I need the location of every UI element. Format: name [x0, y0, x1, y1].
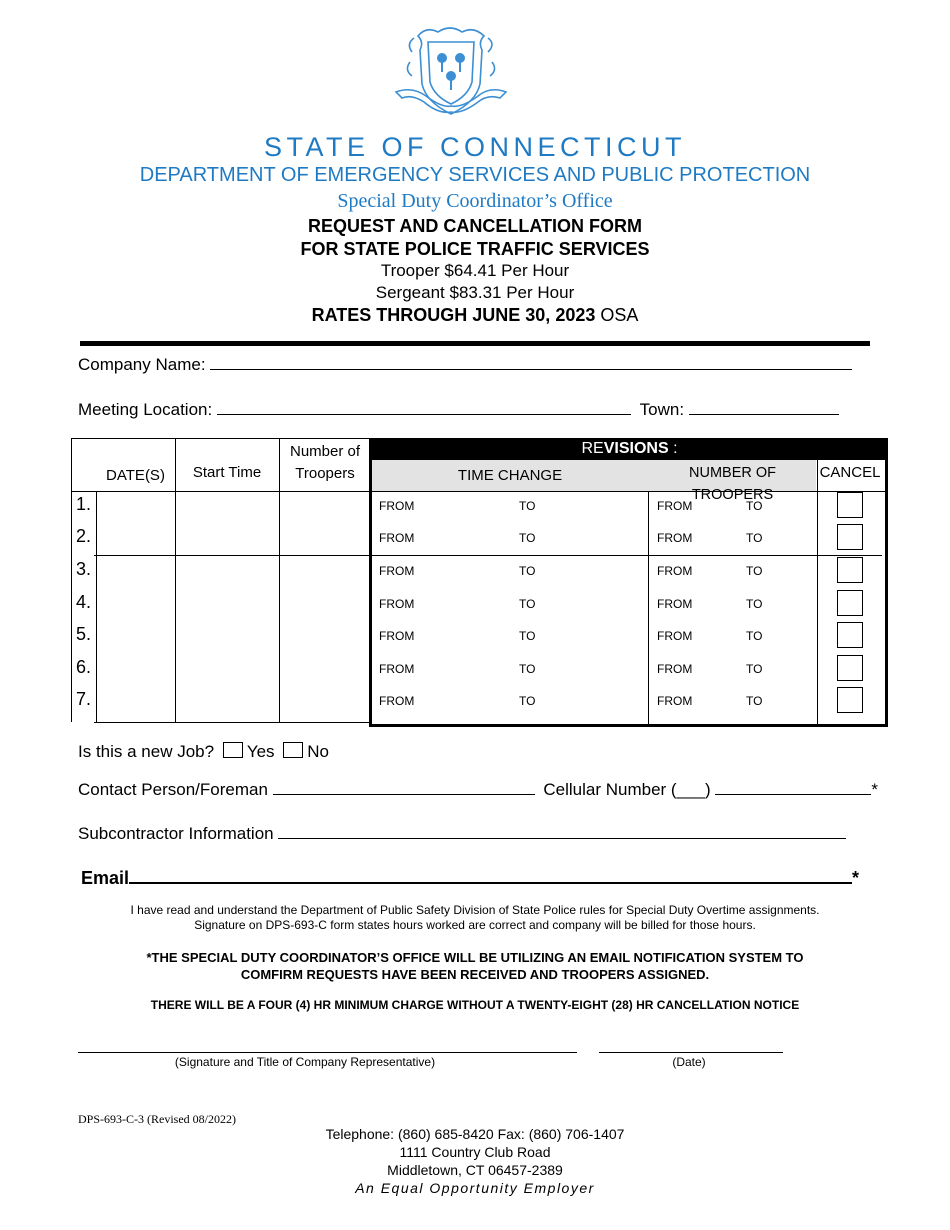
time-to-label: TO [519, 629, 536, 643]
troopers-from-label: FROM [657, 694, 693, 708]
row-number: 5. [76, 624, 92, 644]
cellular-number-label: Cellular Number (___) [543, 780, 711, 799]
troopers-header-2: Troopers [295, 465, 355, 482]
agreement-notice [0, 903, 950, 933]
revisions-suffix: : [668, 440, 678, 457]
form-title-line2: FOR STATE POLICE TRAFFIC SERVICES [300, 239, 650, 259]
signature-line[interactable] [78, 1052, 577, 1053]
time-from-label: FROM [379, 531, 415, 545]
email-required-star: * [852, 868, 860, 888]
trooper-rate: Trooper $64.41 Per Hour [380, 261, 570, 280]
troopers-from-label: FROM [657, 629, 693, 643]
sergeant-rate: Sergeant $83.31 Per Hour [375, 283, 575, 302]
dates-header: DATE(S) [106, 467, 165, 484]
revisions-bold: VISIONS [603, 440, 669, 457]
subcontractor-row [78, 822, 846, 844]
contact-row [78, 778, 878, 800]
footer-address2: Middletown, CT 06457-2389 [387, 1162, 563, 1178]
row-number: 2. [76, 526, 92, 546]
row-number: 6. [76, 657, 92, 677]
troopers-to-label: TO [746, 597, 763, 611]
new-job-no-label: No [307, 742, 330, 761]
agreement-line2: Signature on DPS-693-C form states hours worked are correct and company will be billed for those hours. [194, 918, 756, 932]
table-group-border [94, 555, 370, 556]
company-name-label: Company Name: [78, 355, 206, 374]
time-to-label: TO [519, 662, 536, 676]
start-time-header: Start Time [192, 464, 262, 481]
row-number: 4. [76, 592, 92, 612]
email-row [81, 866, 859, 889]
time-change-header: TIME CHANGE [457, 467, 563, 484]
form-title-line1: REQUEST AND CANCELLATION FORM [308, 216, 642, 236]
agreement-line1: I have read and understand the Department of Public Safety Division of State Police rules for Special Duty Overtime assignments. [130, 903, 820, 917]
new-job-row [78, 742, 329, 762]
troopers-from-label: FROM [657, 662, 693, 676]
troopers-from-label: FROM [657, 499, 693, 513]
troopers-from-label: FROM [657, 597, 693, 611]
email-input[interactable] [129, 866, 852, 884]
town-input[interactable] [689, 398, 839, 415]
table-bottom-border [94, 722, 370, 723]
time-to-label: TO [519, 597, 536, 611]
troopers-to-label: TO [746, 694, 763, 708]
form-code: DPS-693-C-3 (Revised 08/2022) [78, 1112, 236, 1126]
revisions-prefix: RE [581, 440, 604, 457]
footer-phone: Telephone: (860) 685-8420 Fax: (860) 706-1407 [325, 1126, 625, 1142]
time-to-label: TO [519, 564, 536, 578]
department-name: DEPARTMENT OF EMERGENCY SERVICES AND PUBLIC PROTECTION [139, 164, 811, 186]
cancel-checkbox[interactable] [837, 524, 863, 550]
num-col-border [96, 491, 97, 722]
meeting-location-label: Meeting Location: [78, 400, 213, 419]
date-label: (Date) [672, 1055, 706, 1069]
company-name-input[interactable] [210, 353, 852, 370]
number-of-troopers-header: NUMBER OF TROOPERS [689, 465, 776, 503]
cancel-checkbox[interactable] [837, 492, 863, 518]
time-to-label: TO [519, 499, 536, 513]
row-number: 3. [76, 559, 92, 579]
troopers-from-label: FROM [657, 531, 693, 545]
email-notice-line1: *THE SPECIAL DUTY COORDINATOR’S OFFICE WILL BE UTILIZING AN EMAIL NOTIFICATION SYSTEM TO [146, 950, 804, 965]
time-from-label: FROM [379, 629, 415, 643]
troopers-to-label: TO [746, 564, 763, 578]
email-notice [0, 949, 950, 983]
footer-address1: 1111 Country Club Road [399, 1144, 551, 1160]
cancel-checkbox[interactable] [837, 687, 863, 713]
cancel-checkbox[interactable] [837, 590, 863, 616]
time-to-label: TO [519, 694, 536, 708]
new-job-question: Is this a new Job? [78, 742, 215, 761]
footer-eoe: An Equal Opportunity Employer [355, 1180, 595, 1196]
cancel-checkbox[interactable] [837, 622, 863, 648]
subcontractor-label: Subcontractor Information [78, 824, 274, 843]
time-from-label: FROM [379, 499, 415, 513]
town-label: Town: [639, 400, 685, 419]
date-line[interactable] [599, 1052, 783, 1053]
cancel-checkbox[interactable] [837, 557, 863, 583]
troopers-to-label: TO [746, 531, 763, 545]
new-job-yes-label: Yes [246, 742, 275, 761]
header-divider [80, 341, 870, 346]
troopers-header-1: Number of [289, 443, 361, 460]
subcontractor-input[interactable] [278, 822, 846, 839]
email-label: Email [81, 868, 130, 888]
time-from-label: FROM [379, 694, 415, 708]
table-left-border [71, 438, 72, 722]
contact-person-input[interactable] [273, 778, 535, 795]
new-job-yes-checkbox[interactable] [223, 742, 243, 758]
troopers-to-label: TO [746, 629, 763, 643]
cancel-checkbox[interactable] [837, 655, 863, 681]
table-top-border [71, 438, 370, 439]
minimum-charge-notice: THERE WILL BE A FOUR (4) HR MINIMUM CHARGE WITHOUT A TWENTY-EIGHT (28) HR CANCELLATION NOTICE [150, 998, 800, 1012]
rates-suffix: OSA [600, 305, 639, 325]
office-name: Special Duty Coordinator’s Office [337, 190, 613, 212]
row-number: 7. [76, 689, 92, 709]
state-name: STATE OF CONNECTICUT [264, 132, 686, 162]
time-from-label: FROM [379, 564, 415, 578]
email-notice-line2: COMFIRM REQUESTS HAVE BEEN RECEIVED AND TROOPERS ASSIGNED. [240, 967, 710, 982]
cellular-number-input[interactable] [715, 778, 871, 795]
troopers-from-label: FROM [657, 564, 693, 578]
time-from-label: FROM [379, 662, 415, 676]
contact-person-label: Contact Person/Foreman [78, 780, 268, 799]
meeting-location-row [78, 398, 839, 420]
rates-through-date: RATES THROUGH JUNE 30, 2023 [311, 305, 596, 325]
time-to-label: TO [519, 531, 536, 545]
signature-label: (Signature and Title of Company Representative) [174, 1055, 436, 1069]
troopers-to-label: TO [746, 499, 763, 513]
meeting-location-input[interactable] [217, 398, 631, 415]
state-seal-logo [392, 22, 510, 132]
row-number: 1. [76, 494, 92, 514]
rates-through [0, 305, 950, 326]
company-name-row [78, 353, 852, 375]
troopers-to-label: TO [746, 662, 763, 676]
time-from-label: FROM [379, 597, 415, 611]
new-job-no-checkbox[interactable] [283, 742, 303, 758]
cancel-header: CANCEL [819, 464, 881, 481]
cellular-required-star: * [871, 780, 878, 799]
